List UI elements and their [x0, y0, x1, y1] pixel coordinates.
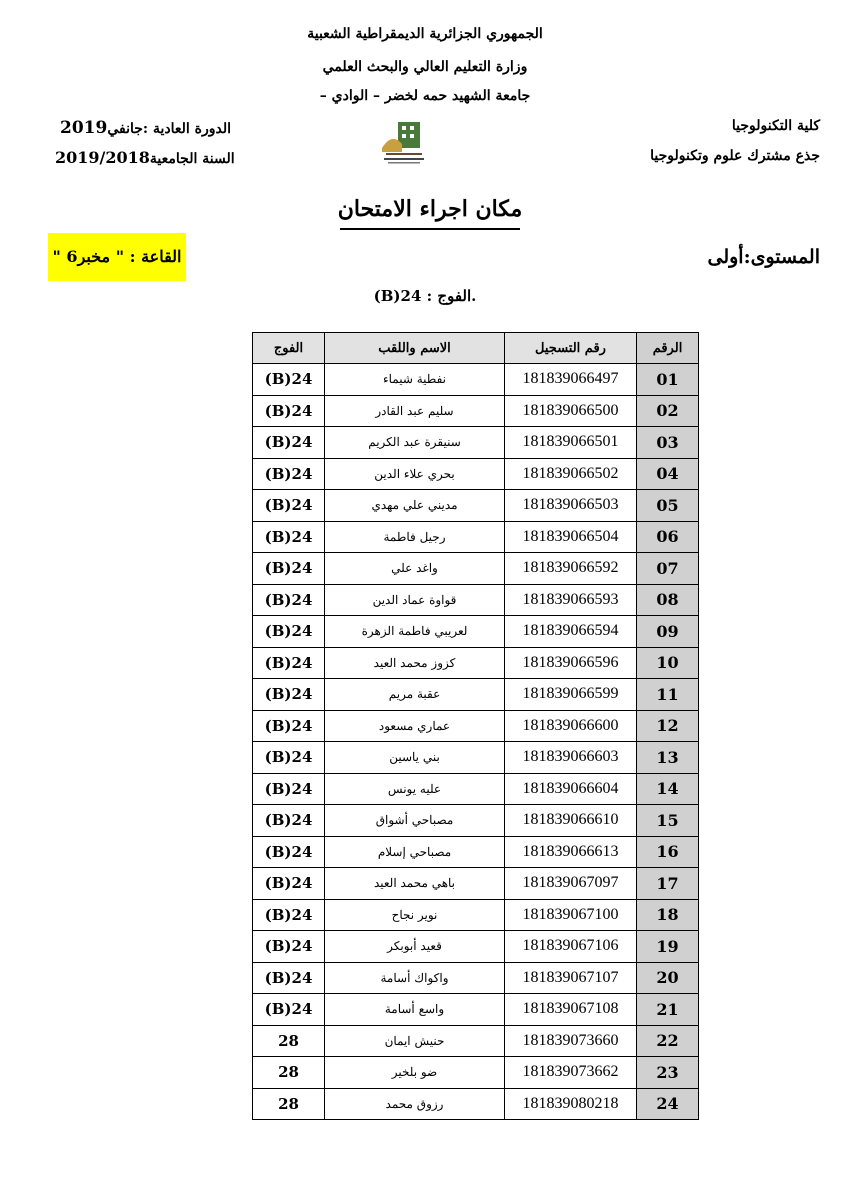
cell-num: 16 — [637, 836, 699, 868]
academic-year-value: 2019/2018 — [55, 148, 150, 167]
cell-name: رجيل فاطمة — [325, 521, 505, 553]
cell-reg: 181839066500 — [505, 395, 637, 427]
level-label: المستوى:أولى — [707, 246, 820, 268]
table-row — [253, 931, 699, 963]
cell-reg: 181839066596 — [505, 647, 637, 679]
university-line: جامعة الشهيد حمه لخضر – الوادي – — [319, 88, 531, 104]
cell-reg: 181839066604 — [505, 773, 637, 805]
table-header-row — [253, 333, 699, 364]
session-label: الدورة العادية :جانفي — [107, 121, 231, 137]
cell-reg: 181839066501 — [505, 427, 637, 459]
cell-group: 24(B) — [253, 395, 325, 427]
cell-name: باهي محمد العيد — [325, 868, 505, 900]
cell-num: 19 — [637, 931, 699, 963]
cell-num: 06 — [637, 521, 699, 553]
academic-year-info — [55, 148, 235, 167]
table-row — [253, 395, 699, 427]
cell-group: 24(B) — [253, 994, 325, 1026]
cell-reg: 181839066503 — [505, 490, 637, 522]
cell-group: 24(B) — [253, 616, 325, 648]
table-row — [253, 584, 699, 616]
cell-group: 24(B) — [253, 773, 325, 805]
cell-num: 04 — [637, 458, 699, 490]
cell-reg: 181839067108 — [505, 994, 637, 1026]
table-row — [253, 427, 699, 459]
cell-group: 28 — [253, 1025, 325, 1057]
table-row — [253, 647, 699, 679]
cell-reg: 181839073660 — [505, 1025, 637, 1057]
cell-name: ضو بلخير — [325, 1057, 505, 1089]
group-line: .الفوج : 24(B) — [373, 287, 477, 305]
cell-num: 13 — [637, 742, 699, 774]
cell-name: عقبة مريم — [325, 679, 505, 711]
cell-group: 24(B) — [253, 584, 325, 616]
room-badge: القاعة : " مخبر6 " — [48, 233, 186, 281]
cell-group: 24(B) — [253, 521, 325, 553]
cell-num: 18 — [637, 899, 699, 931]
page-title: مكان اجراء الامتحان — [337, 196, 523, 222]
table-row — [253, 490, 699, 522]
table-row — [253, 1088, 699, 1120]
cell-reg: 181839067097 — [505, 868, 637, 900]
table-row — [253, 868, 699, 900]
track-name: جذع مشترك علوم وتكنولوجيا — [650, 148, 820, 164]
cell-num: 08 — [637, 584, 699, 616]
cell-group: 24(B) — [253, 836, 325, 868]
title-underline — [340, 228, 520, 230]
cell-num: 02 — [637, 395, 699, 427]
cell-reg: 181839080218 — [505, 1088, 637, 1120]
cell-name: لعريبي فاطمة الزهرة — [325, 616, 505, 648]
cell-name: بني ياسين — [325, 742, 505, 774]
cell-name: مصباحي إسلام — [325, 836, 505, 868]
cell-reg: 181839066504 — [505, 521, 637, 553]
cell-num: 21 — [637, 994, 699, 1026]
cell-num: 20 — [637, 962, 699, 994]
cell-name: سنيقرة عبد الكريم — [325, 427, 505, 459]
cell-num: 24 — [637, 1088, 699, 1120]
cell-reg: 181839066592 — [505, 553, 637, 585]
cell-group: 24(B) — [253, 710, 325, 742]
cell-num: 12 — [637, 710, 699, 742]
cell-reg: 181839066502 — [505, 458, 637, 490]
cell-name: نفطية شيماء — [325, 364, 505, 396]
table-row — [253, 805, 699, 837]
university-logo — [378, 118, 430, 168]
cell-name: واسع أسامة — [325, 994, 505, 1026]
cell-name: سليم عبد القادر — [325, 395, 505, 427]
cell-group: 24(B) — [253, 647, 325, 679]
cell-group: 28 — [253, 1088, 325, 1120]
cell-num: 09 — [637, 616, 699, 648]
cell-group: 24(B) — [253, 868, 325, 900]
cell-reg: 181839067106 — [505, 931, 637, 963]
table-row — [253, 521, 699, 553]
cell-num: 22 — [637, 1025, 699, 1057]
cell-name: كزوز محمد العيد — [325, 647, 505, 679]
table-row — [253, 679, 699, 711]
cell-group: 24(B) — [253, 458, 325, 490]
cell-num: 01 — [637, 364, 699, 396]
cell-group: 24(B) — [253, 427, 325, 459]
cell-num: 23 — [637, 1057, 699, 1089]
cell-group: 24(B) — [253, 553, 325, 585]
cell-name: نوير نجاح — [325, 899, 505, 931]
cell-name: قواوة عماد الدين — [325, 584, 505, 616]
ministry-line: وزارة التعليم العالي والبحث العلمي — [322, 59, 528, 75]
cell-group: 24(B) — [253, 490, 325, 522]
cell-group: 24(B) — [253, 805, 325, 837]
header-num: الرقم — [637, 333, 699, 364]
cell-num: 10 — [637, 647, 699, 679]
cell-reg: 181839066497 — [505, 364, 637, 396]
cell-reg: 181839066603 — [505, 742, 637, 774]
cell-group: 24(B) — [253, 899, 325, 931]
republic-line: الجمهوري الجزائرية الديمقراطية الشعبية — [307, 26, 543, 42]
cell-reg: 181839066610 — [505, 805, 637, 837]
cell-group: 24(B) — [253, 742, 325, 774]
cell-name: عليه يونس — [325, 773, 505, 805]
table-row — [253, 962, 699, 994]
cell-reg: 181839066599 — [505, 679, 637, 711]
cell-reg: 181839066593 — [505, 584, 637, 616]
cell-group: 24(B) — [253, 364, 325, 396]
header-reg: رقم التسجيل — [505, 333, 637, 364]
cell-num: 11 — [637, 679, 699, 711]
academic-year-label: السنة الجامعية — [149, 151, 235, 167]
table-row — [253, 710, 699, 742]
cell-name: واغد علي — [325, 553, 505, 585]
table-row — [253, 458, 699, 490]
table-row — [253, 742, 699, 774]
table-row — [253, 773, 699, 805]
cell-name: بحري علاء الدين — [325, 458, 505, 490]
cell-group: 24(B) — [253, 931, 325, 963]
cell-num: 17 — [637, 868, 699, 900]
table-row — [253, 836, 699, 868]
table-row — [253, 1025, 699, 1057]
cell-reg: 181839066600 — [505, 710, 637, 742]
cell-name: مديني علي مهدي — [325, 490, 505, 522]
table-row — [253, 553, 699, 585]
cell-group: 24(B) — [253, 962, 325, 994]
table-row — [253, 616, 699, 648]
faculty-name: كلية التكنولوجيا — [731, 118, 820, 134]
cell-name: حنيش ايمان — [325, 1025, 505, 1057]
header-group: الفوج — [253, 333, 325, 364]
cell-group: 28 — [253, 1057, 325, 1089]
cell-reg: 181839067107 — [505, 962, 637, 994]
table-body — [253, 364, 699, 1120]
cell-reg: 181839066613 — [505, 836, 637, 868]
cell-name: واكواك أسامة — [325, 962, 505, 994]
table-row — [253, 994, 699, 1026]
cell-name: رزوق محمد — [325, 1088, 505, 1120]
cell-num: 03 — [637, 427, 699, 459]
cell-name: عماري مسعود — [325, 710, 505, 742]
session-info — [60, 118, 231, 138]
cell-name: قعيد أبوبكر — [325, 931, 505, 963]
cell-num: 15 — [637, 805, 699, 837]
header-name: الاسم واللقب — [325, 333, 505, 364]
students-table — [252, 332, 699, 1120]
cell-num: 14 — [637, 773, 699, 805]
session-year: 2019 — [60, 118, 108, 138]
table-row — [253, 899, 699, 931]
cell-reg: 181839073662 — [505, 1057, 637, 1089]
cell-reg: 181839067100 — [505, 899, 637, 931]
cell-group: 24(B) — [253, 679, 325, 711]
cell-num: 07 — [637, 553, 699, 585]
cell-name: مصباحي أشواق — [325, 805, 505, 837]
cell-reg: 181839066594 — [505, 616, 637, 648]
table-row — [253, 364, 699, 396]
cell-num: 05 — [637, 490, 699, 522]
table-row — [253, 1057, 699, 1089]
